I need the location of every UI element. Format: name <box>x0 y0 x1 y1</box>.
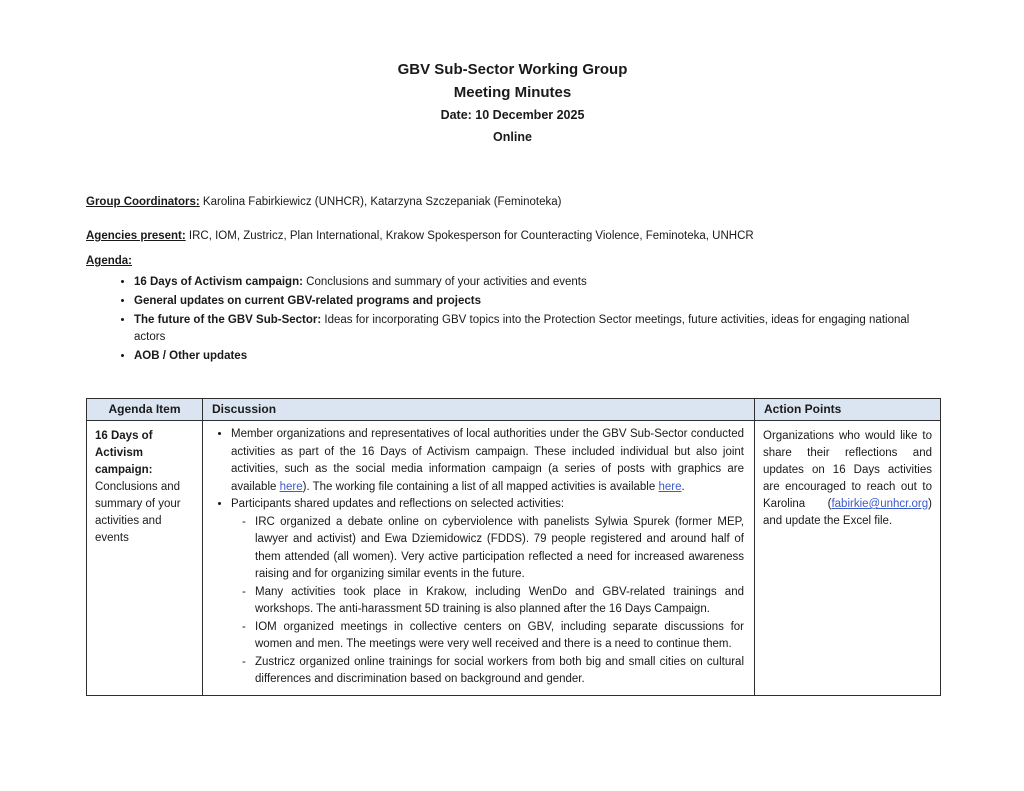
discussion-bullet-1-part1: Member organizations and representatives of local authorities under the GBV Sub-Sector conducted activities as part of the 16 Days of Activism campaign. These included individual but also joint activities, such as the social media information campaign (a series of posts with graphics are available <box>231 428 744 493</box>
minutes-table <box>86 398 941 696</box>
agenda-item-2-emphasis: General updates on current GBV-related programs and projects <box>134 295 482 307</box>
coordinators-names: Karolina Fabirkiewicz (UNHCR), Katarzyna Szczepaniak (Feminoteka) <box>202 196 562 208</box>
document-date: Date: 10 December 2025 <box>440 108 585 122</box>
coordinators-line <box>86 195 939 210</box>
email-link[interactable]: fabirkie@unhcr.org <box>831 498 929 510</box>
document-title: GBV Sub-Sector Working Group <box>397 61 628 78</box>
table-header-row <box>87 399 941 421</box>
agenda-item-3-emphasis: The future of the GBV Sub-Sector: <box>134 314 322 326</box>
agenda-item-1 <box>134 274 939 291</box>
agenda-item-4-emphasis: AOB / Other updates <box>134 350 248 362</box>
agenda-item-cell-text: Conclusions and summary of your activities and events <box>95 481 181 544</box>
agenda-heading <box>86 254 939 269</box>
coordinators-label: Group Coordinators: <box>86 196 200 208</box>
agenda-label: Agenda: <box>86 255 132 267</box>
agenda-item-3 <box>134 312 939 346</box>
discussion-cell <box>203 421 755 696</box>
here-link-working-file[interactable]: here <box>658 480 682 493</box>
discussion-bullet-2-intro: Participants shared updates and reflections on selected activities: <box>231 498 565 510</box>
agenda-item-4 <box>134 348 939 365</box>
discussion-sub-list <box>231 514 744 689</box>
discussion-bullet-1-part2: ). The working file containing a list of all mapped activities is available <box>302 480 659 493</box>
column-header-action-points: Action Points <box>755 399 941 421</box>
agenda-list <box>86 274 939 365</box>
discussion-sub-item-irc: - IRC organized a debate online on cyberviolence with panelists Sylwia Spurek (former MEP, lawyer and activist) and Ewa Dziemidowicz (FDDS). 79 people registered and around half of them attended (all women). Very active participation reflected a need for increased awareness raising and for organizing similar events in the future. <box>255 514 744 584</box>
agenda-item-3-text: Ideas for incorporating GBV topics into the Protection Sector meetings, future activities, ideas for engaging national actors <box>134 314 910 343</box>
agenda-item-cell-emphasis: 16 Days of Activism campaign: <box>95 430 153 476</box>
action-points-cell <box>755 421 941 696</box>
table-row <box>87 421 941 696</box>
discussion-sub-item-krakow: - Many activities took place in Krakow, including WenDo and GBV-related trainings and workshops. The anti-harassment 5D training is also planned after the 16 Days Campaign. <box>255 584 744 619</box>
discussion-bullet-2 <box>231 496 744 689</box>
agenda-item-cell <box>87 421 203 696</box>
action-points-part1: Organizations who would like to share their reflections and updates on 16 Days activities are encouraged to reach out to Karolina ( <box>763 430 932 510</box>
agencies-label: Agencies present: <box>86 230 186 242</box>
agenda-item-2 <box>134 293 939 310</box>
discussion-sub-item-iom: - IOM organized meetings in collective centers on GBV, including separate discussions for women and men. The meetings were very well received and there is a need to continue them. <box>255 619 744 654</box>
agencies-line <box>86 229 939 244</box>
discussion-sub-item-zustricz: - Zustricz organized online trainings for social workers from both big and small cities on cultural differences and discrimination based on background and gender. <box>255 654 744 689</box>
discussion-bullet-1-part3: . <box>681 480 685 493</box>
agenda-item-1-emphasis: 16 Days of Activism campaign: <box>134 276 303 288</box>
document-location: Online <box>493 130 532 144</box>
discussion-bullet-1 <box>231 426 744 496</box>
here-link-campaign[interactable]: here <box>279 480 303 493</box>
column-header-discussion: Discussion <box>203 399 755 421</box>
title-block <box>86 58 939 148</box>
discussion-bullet-list <box>209 426 744 689</box>
agenda-item-1-text: Conclusions and summary of your activities and events <box>302 276 587 288</box>
action-points-part2: ) and update the Excel file. <box>763 498 932 527</box>
column-header-agenda-item: Agenda Item <box>87 399 203 421</box>
agencies-names: IRC, IOM, Zustricz, Plan International, Krakow Spokesperson for Counteracting Violence, Feminoteka, UNHCR <box>188 230 754 242</box>
document-subtitle: Meeting Minutes <box>453 84 572 101</box>
